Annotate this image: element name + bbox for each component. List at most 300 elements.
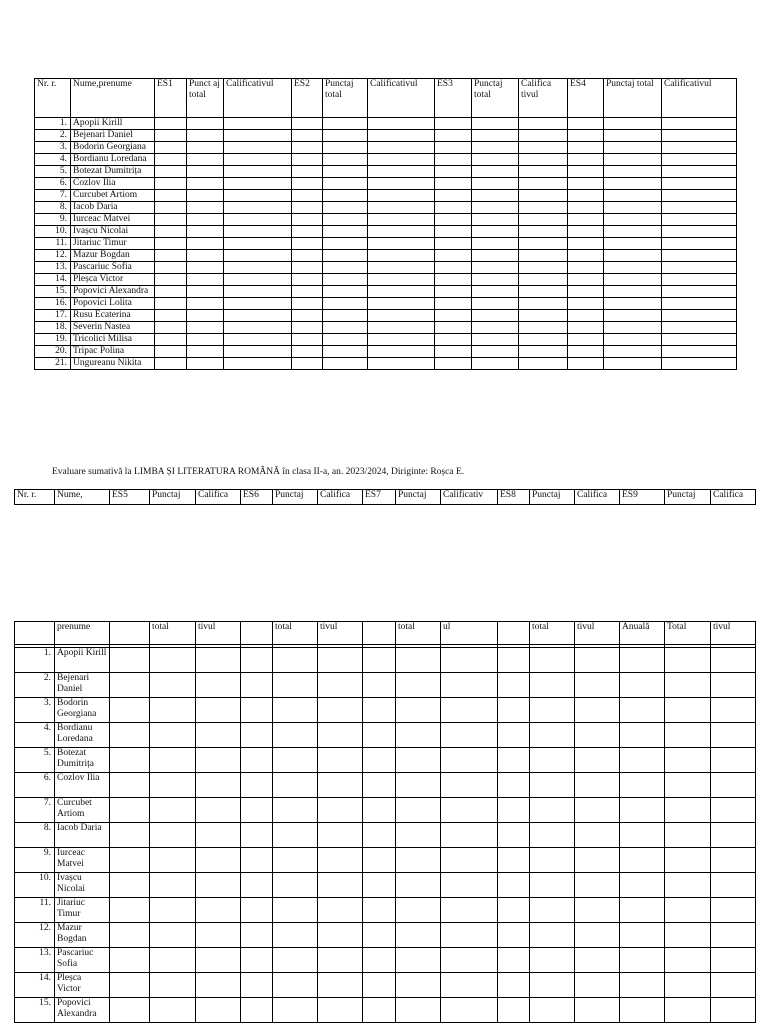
grade-cell: [363, 923, 396, 948]
grade-cell: [368, 226, 435, 238]
grade-cell: [604, 346, 662, 358]
grade-cell: [318, 873, 363, 898]
student-name: Mazur Bogdan: [71, 250, 155, 262]
grade-cell: [519, 142, 568, 154]
grade-cell: [568, 274, 604, 286]
grade-cell: [498, 973, 530, 998]
grade-cell: [472, 346, 519, 358]
grade-cell: [150, 748, 196, 773]
row-number: 18.: [35, 322, 71, 334]
table-row: [35, 322, 737, 334]
grade-cell: [441, 973, 498, 998]
grade-cell: [519, 358, 568, 370]
student-name: Tricolici Milisa: [71, 334, 155, 346]
grade-cell: [110, 648, 150, 673]
grade-cell: [604, 166, 662, 178]
grade-cell: [498, 798, 530, 823]
grade-cell: [187, 346, 224, 358]
table-row: [35, 298, 737, 310]
grade-cell: [441, 873, 498, 898]
grade-cell: [711, 723, 756, 748]
grade-cell: [323, 346, 368, 358]
student-name: Tripac Polina: [71, 346, 155, 358]
grade-cell: [323, 214, 368, 226]
column-header: ES5: [110, 490, 150, 505]
grade-cell: [604, 358, 662, 370]
grade-cell: [435, 310, 472, 322]
row-number: 9.: [15, 848, 55, 873]
grade-cell: [530, 673, 575, 698]
grade-cell: [224, 322, 292, 334]
grade-cell: [519, 286, 568, 298]
grade-cell: [292, 298, 323, 310]
row-number: 7.: [35, 190, 71, 202]
grade-cell: [368, 178, 435, 190]
column-header: Nr. r.: [35, 79, 71, 118]
grade-cell: [575, 798, 620, 823]
table-row: [35, 118, 737, 130]
grade-cell: [318, 673, 363, 698]
grade-cell: [396, 723, 441, 748]
grade-cell: [665, 673, 711, 698]
grade-cell: [155, 310, 187, 322]
student-name: Iurceac Matvei: [55, 848, 110, 873]
grade-cell: [575, 748, 620, 773]
grade-cell: [620, 923, 665, 948]
grade-cell: [441, 798, 498, 823]
grade-cell: [241, 948, 273, 973]
student-name: Ungureanu Nikita: [71, 358, 155, 370]
table-row: [35, 274, 737, 286]
grade-cell: [155, 298, 187, 310]
grade-cell: [273, 698, 318, 723]
grade-cell: [187, 166, 224, 178]
grade-cell: [396, 823, 441, 848]
grade-cell: [441, 848, 498, 873]
grade-cell: [435, 166, 472, 178]
grade-cell: [318, 848, 363, 873]
grade-cell: [519, 118, 568, 130]
grade-cell: [318, 823, 363, 848]
grade-cell: [568, 346, 604, 358]
grade-cell: [435, 142, 472, 154]
grade-cell: [187, 118, 224, 130]
grade-cell: [110, 873, 150, 898]
student-name: Ivașcu Nicolai: [71, 226, 155, 238]
grade-cell: [711, 848, 756, 873]
student-name: Curcubet Artiom: [55, 798, 110, 823]
column-header: Punct aj total: [187, 79, 224, 118]
grade-cell: [519, 166, 568, 178]
grade-cell: [363, 823, 396, 848]
grade-cell: [187, 310, 224, 322]
grade-cell: [396, 998, 441, 1023]
grade-cell: [318, 698, 363, 723]
grade-cell: [575, 673, 620, 698]
table-row: [15, 873, 756, 898]
grade-cell: [323, 202, 368, 214]
grade-cell: [363, 673, 396, 698]
grade-cell: [472, 250, 519, 262]
column-header: Punctaj: [273, 490, 318, 505]
grade-cell: [292, 310, 323, 322]
grade-cell: [604, 310, 662, 322]
grade-cell: [604, 238, 662, 250]
grade-cell: [292, 358, 323, 370]
grade-cell: [224, 166, 292, 178]
grade-cell: [665, 898, 711, 923]
grade-cell: [472, 310, 519, 322]
row-number: 5.: [35, 166, 71, 178]
column-header: Califica: [575, 490, 620, 505]
grade-cell: [604, 118, 662, 130]
grade-cell: [318, 723, 363, 748]
grade-cell: [519, 310, 568, 322]
grade-cell: [155, 130, 187, 142]
student-name: Jitariuc Timur: [71, 238, 155, 250]
grade-cell: [498, 673, 530, 698]
table-row: [15, 848, 756, 873]
grade-cell: [575, 648, 620, 673]
grade-cell: [711, 673, 756, 698]
grade-cell: [620, 698, 665, 723]
row-number: 16.: [35, 298, 71, 310]
grade-cell: [498, 698, 530, 723]
grade-cell: [441, 648, 498, 673]
grade-cell: [662, 178, 737, 190]
column-header: tivul: [575, 622, 620, 645]
grade-cell: [110, 998, 150, 1023]
grade-cell: [435, 202, 472, 214]
grade-cell: [568, 214, 604, 226]
grade-cell: [662, 346, 737, 358]
grade-cell: [530, 823, 575, 848]
grade-cell: [224, 130, 292, 142]
grade-cell: [363, 748, 396, 773]
grade-cell: [568, 226, 604, 238]
grade-cell: [368, 154, 435, 166]
grade-cell: [441, 773, 498, 798]
grade-cell: [318, 898, 363, 923]
grade-cell: [568, 190, 604, 202]
grade-cell: [318, 998, 363, 1023]
grade-cell: [498, 848, 530, 873]
table-row: [35, 262, 737, 274]
grade-cell: [435, 154, 472, 166]
grade-cell: [472, 226, 519, 238]
grade-cell: [196, 748, 241, 773]
grade-cell: [150, 898, 196, 923]
grade-cell: [318, 923, 363, 948]
grade-cell: [273, 973, 318, 998]
grade-cell: [396, 898, 441, 923]
table-row: [35, 286, 737, 298]
grade-cell: [530, 873, 575, 898]
grade-cell: [396, 748, 441, 773]
grade-cell: [530, 998, 575, 1023]
row-number: 6.: [35, 178, 71, 190]
grade-cell: [498, 998, 530, 1023]
grade-cell: [292, 142, 323, 154]
grade-cell: [662, 214, 737, 226]
grade-cell: [323, 310, 368, 322]
row-number: 13.: [15, 948, 55, 973]
grade-cell: [575, 898, 620, 923]
column-header: Califica tivul: [519, 79, 568, 118]
grade-cell: [620, 748, 665, 773]
row-number: 21.: [35, 358, 71, 370]
row-number: 3.: [35, 142, 71, 154]
grade-cell: [604, 250, 662, 262]
grade-cell: [665, 698, 711, 723]
row-number: 2.: [15, 673, 55, 698]
row-number: 1.: [35, 118, 71, 130]
grade-cell: [323, 166, 368, 178]
row-number: 2.: [35, 130, 71, 142]
grade-cell: [568, 130, 604, 142]
grade-cell: [155, 202, 187, 214]
grade-cell: [368, 118, 435, 130]
grade-cell: [568, 154, 604, 166]
grade-cell: [150, 848, 196, 873]
grade-cell: [155, 166, 187, 178]
grade-cell: [241, 698, 273, 723]
grade-cell: [665, 648, 711, 673]
grade-cell: [292, 274, 323, 286]
grade-cell: [665, 798, 711, 823]
grade-cell: [575, 698, 620, 723]
grade-cell: [187, 262, 224, 274]
grade-cell: [292, 262, 323, 274]
grade-cell: [604, 202, 662, 214]
grade-cell: [196, 773, 241, 798]
grade-cell: [620, 798, 665, 823]
grade-cell: [196, 923, 241, 948]
student-name: Mazur Bogdan: [55, 923, 110, 948]
grade-cell: [530, 898, 575, 923]
student-name: Popovici Alexandra: [71, 286, 155, 298]
grade-cell: [110, 973, 150, 998]
grade-cell: [368, 130, 435, 142]
grade-cell: [110, 948, 150, 973]
grade-cell: [224, 358, 292, 370]
grade-cell: [155, 154, 187, 166]
grade-cell: [196, 798, 241, 823]
grade-cell: [241, 823, 273, 848]
grade-cell: [150, 798, 196, 823]
grade-cell: [292, 202, 323, 214]
grade-cell: [472, 166, 519, 178]
grade-cell: [292, 154, 323, 166]
column-header: Nume,prenume: [71, 79, 155, 118]
grade-cell: [498, 773, 530, 798]
column-header: Punctaj total: [472, 79, 519, 118]
grade-cell: [435, 262, 472, 274]
grade-cell: [224, 190, 292, 202]
grade-cell: [665, 923, 711, 948]
grade-cell: [711, 923, 756, 948]
grade-cell: [363, 798, 396, 823]
grade-cell: [150, 648, 196, 673]
grade-cell: [368, 298, 435, 310]
grade-cell: [662, 202, 737, 214]
column-header: tivul: [196, 622, 241, 645]
student-name: Bejenari Daniel: [71, 130, 155, 142]
row-number: 4.: [15, 723, 55, 748]
student-name: Bodorin Georgiana: [55, 698, 110, 723]
table-row: [15, 798, 756, 823]
grade-cell: [396, 948, 441, 973]
row-number: 5.: [15, 748, 55, 773]
grade-cell: [575, 973, 620, 998]
grade-cell: [665, 973, 711, 998]
student-name: Apopii Kirill: [71, 118, 155, 130]
grade-cell: [435, 178, 472, 190]
student-name: Jitariuc Timur: [55, 898, 110, 923]
grade-cell: [711, 798, 756, 823]
grade-cell: [241, 798, 273, 823]
grade-cell: [396, 848, 441, 873]
grade-cell: [273, 648, 318, 673]
student-name: Bordianu Loredana: [71, 154, 155, 166]
grade-cell: [568, 298, 604, 310]
table-row: [15, 698, 756, 723]
grade-cell: [224, 142, 292, 154]
grade-cell: [150, 948, 196, 973]
column-header: Punctaj: [665, 490, 711, 505]
grade-cell: [150, 973, 196, 998]
grade-cell: [187, 250, 224, 262]
row-number: 11.: [15, 898, 55, 923]
grade-cell: [711, 748, 756, 773]
grade-cell: [224, 178, 292, 190]
grade-cell: [241, 748, 273, 773]
grade-cell: [662, 118, 737, 130]
grade-cell: [292, 190, 323, 202]
row-number: 15.: [35, 286, 71, 298]
grade-cell: [150, 723, 196, 748]
grade-cell: [273, 873, 318, 898]
grade-cell: [435, 250, 472, 262]
grade-cell: [575, 923, 620, 948]
column-header: Nume,: [55, 490, 110, 505]
grade-cell: [363, 648, 396, 673]
grade-cell: [292, 346, 323, 358]
table-row: [35, 226, 737, 238]
grade-cell: [196, 898, 241, 923]
grade-cell: [604, 154, 662, 166]
row-number: 12.: [15, 923, 55, 948]
column-header: [498, 622, 530, 645]
grade-cell: [368, 166, 435, 178]
grade-cell: [498, 723, 530, 748]
grade-cell: [368, 238, 435, 250]
column-header: ES1: [155, 79, 187, 118]
column-header: ES4: [568, 79, 604, 118]
grade-cell: [519, 226, 568, 238]
grade-cell: [472, 178, 519, 190]
grade-cell: [620, 848, 665, 873]
table-header-row: [15, 622, 756, 645]
row-number: 12.: [35, 250, 71, 262]
row-number: 6.: [15, 773, 55, 798]
grade-cell: [472, 358, 519, 370]
grade-cell: [196, 998, 241, 1023]
grade-cell: [441, 898, 498, 923]
table-row: [35, 166, 737, 178]
document-caption: Evaluare sumativă la LIMBA ȘI LITERATURA ROMÂNĂ în clasa II-a, an. 2023/2024, Diriginte: Roșca E.: [52, 467, 465, 477]
grade-cell: [292, 166, 323, 178]
grade-cell: [711, 948, 756, 973]
row-number: 10.: [35, 226, 71, 238]
column-header: Nr. r.: [15, 490, 55, 505]
column-header: Punctaj total: [323, 79, 368, 118]
grade-cell: [224, 310, 292, 322]
grade-cell: [196, 673, 241, 698]
column-header: ES8: [498, 490, 530, 505]
grade-cell: [224, 118, 292, 130]
grade-cell: [323, 358, 368, 370]
grade-cell: [224, 226, 292, 238]
grade-cell: [435, 286, 472, 298]
grade-cell: [224, 334, 292, 346]
grade-cell: [568, 322, 604, 334]
grade-cell: [435, 214, 472, 226]
grade-cell: [224, 250, 292, 262]
grade-cell: [662, 250, 737, 262]
grade-cell: [241, 998, 273, 1023]
column-header: ES3: [435, 79, 472, 118]
grade-cell: [187, 130, 224, 142]
grade-cell: [568, 166, 604, 178]
column-header: Calificativul: [224, 79, 292, 118]
grade-cell: [187, 178, 224, 190]
grade-cell: [662, 142, 737, 154]
student-name: Curcubet Artiom: [71, 190, 155, 202]
table-row: [35, 250, 737, 262]
grade-cell: [662, 334, 737, 346]
grade-cell: [155, 238, 187, 250]
grade-cell: [711, 823, 756, 848]
grade-cell: [273, 823, 318, 848]
grade-cell: [241, 648, 273, 673]
grade-cell: [155, 142, 187, 154]
column-header: total: [396, 622, 441, 645]
grade-cell: [363, 848, 396, 873]
grade-cell: [155, 226, 187, 238]
grade-cell: [662, 130, 737, 142]
grade-cell: [363, 698, 396, 723]
grade-cell: [604, 142, 662, 154]
grade-cell: [323, 130, 368, 142]
grade-cell: [530, 723, 575, 748]
grades-table-es1-es4: [34, 78, 737, 370]
grade-cell: [435, 118, 472, 130]
grade-cell: [530, 698, 575, 723]
grade-cell: [575, 948, 620, 973]
grade-cell: [273, 948, 318, 973]
grade-cell: [435, 346, 472, 358]
grade-cell: [224, 346, 292, 358]
grade-cell: [150, 823, 196, 848]
grade-cell: [363, 873, 396, 898]
column-header: Anuală: [620, 622, 665, 645]
grade-cell: [665, 823, 711, 848]
grade-cell: [396, 698, 441, 723]
grade-cell: [318, 798, 363, 823]
student-name: Pascariuc Sofia: [55, 948, 110, 973]
grade-cell: [472, 190, 519, 202]
